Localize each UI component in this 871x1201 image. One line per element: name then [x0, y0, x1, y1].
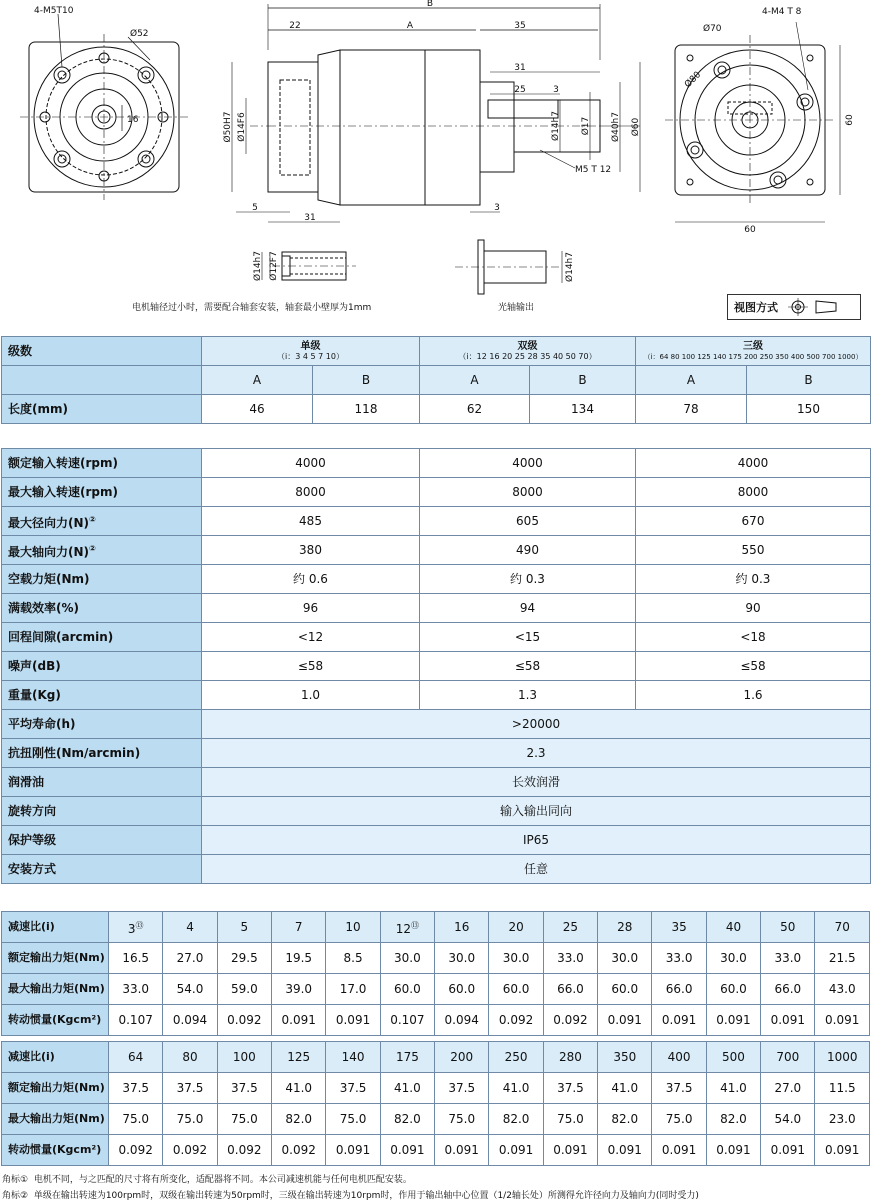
motor-shaft-note: 电机轴径过小时，需要配合轴套安装，轴套最小壁厚为1mm — [132, 303, 372, 313]
view-mode-label: 视图方式 — [734, 301, 778, 314]
ratio-table-value: 30.0 — [435, 943, 489, 974]
stage-header-label: 级数 — [2, 337, 202, 366]
spec-value: 94 — [420, 594, 636, 623]
dim-17: Ø17 — [581, 116, 591, 136]
ratio-table-value: 30.0 — [380, 943, 434, 974]
ratio-table-value: 41.0 — [489, 1073, 543, 1104]
front-dim-16: 16 — [127, 115, 139, 125]
spec-value: <18 — [636, 623, 871, 652]
smooth-shaft-detail — [455, 240, 562, 294]
spec-value: 96 — [202, 594, 420, 623]
projection-symbol-icon — [784, 297, 844, 317]
spec-value: IP65 — [202, 826, 871, 855]
spec-value: 任意 — [202, 855, 871, 884]
ratio-cell — [652, 912, 706, 943]
ratio-table-value: 60.0 — [489, 974, 543, 1005]
ratio-cell — [761, 1042, 815, 1073]
ratio-cell — [163, 912, 217, 943]
sub-a: A — [420, 366, 530, 395]
footnote-mark: ② — [89, 514, 96, 524]
row-label: 最大轴向力(N) — [8, 544, 90, 559]
row-label: 最大输入转速(rpm) — [2, 478, 202, 507]
ratio-cell — [435, 1042, 489, 1073]
ratio-table-value: 0.107 — [109, 1005, 163, 1036]
dim-35: 35 — [514, 21, 526, 31]
row-label: 保护等级 — [2, 826, 202, 855]
ratio-table-value: 33.0 — [652, 943, 706, 974]
row-label: 抗扭刚性(Nm/arcmin) — [2, 739, 202, 768]
dim-14f6: Ø14F6 — [237, 112, 247, 142]
ratio-cell — [706, 1042, 760, 1073]
ratio-value: 10 — [345, 920, 361, 934]
ratio-value: 200 — [450, 1050, 474, 1064]
ratio-table-value: 59.0 — [217, 974, 271, 1005]
spec-value: 长效润滑 — [202, 768, 871, 797]
ratio-table-value: 54.0 — [163, 974, 217, 1005]
length-value: 46 — [202, 395, 313, 424]
ratio-table-value: 30.0 — [598, 943, 652, 974]
stage-double — [420, 337, 636, 366]
spec-value: ≤58 — [636, 652, 871, 681]
length-value: 134 — [530, 395, 636, 424]
footnote-2 — [2, 1188, 699, 1201]
ratio-value: 16 — [454, 920, 470, 934]
spec-value: 1.0 — [202, 681, 420, 710]
row-label: 转动惯量(Kgcm²) — [2, 1135, 109, 1166]
sub-b: B — [313, 366, 420, 395]
dim-3-bottom: 3 — [494, 203, 500, 213]
rear-holes-label: 4-M4 T 8 — [762, 7, 802, 17]
ratio-table-value: 66.0 — [652, 974, 706, 1005]
technical-drawing — [0, 0, 871, 325]
ratio-table-value: 54.0 — [761, 1104, 815, 1135]
stage-single — [202, 337, 420, 366]
spec-value: 485 — [202, 507, 420, 536]
ratio-table-value: 82.0 — [380, 1104, 434, 1135]
ratio-cell — [380, 912, 434, 943]
ratio-mark: ⑬ — [135, 920, 144, 930]
spec-value: 670 — [636, 507, 871, 536]
spec-value: 1.3 — [420, 681, 636, 710]
spec-value: ≤58 — [420, 652, 636, 681]
smooth-shaft-label: 光轴输出 — [498, 303, 535, 313]
row-label: 回程间隙(arcmin) — [2, 623, 202, 652]
row-label: 最大径向力(N) — [8, 515, 90, 530]
spec-value: 380 — [202, 536, 420, 565]
spec-value: >20000 — [202, 710, 871, 739]
row-label: 长度(mm) — [2, 395, 202, 424]
spec-table — [1, 336, 871, 884]
ratio-table-value: 60.0 — [435, 974, 489, 1005]
ratio-cell — [326, 1042, 380, 1073]
ratio-table-value: 30.0 — [706, 943, 760, 974]
spec-value: 约 0.6 — [202, 565, 420, 594]
ratio-cell — [272, 912, 326, 943]
ratio-table-value: 27.0 — [761, 1073, 815, 1104]
length-value: 118 — [313, 395, 420, 424]
ratio-table-value: 0.092 — [217, 1005, 271, 1036]
ratio-cell — [815, 912, 870, 943]
ratio-value: 64 — [128, 1050, 144, 1064]
ratio-table-value: 0.091 — [272, 1005, 326, 1036]
ratio-table-value: 82.0 — [489, 1104, 543, 1135]
ratio-table-value: 0.091 — [435, 1135, 489, 1166]
ratio-table-value: 66.0 — [761, 974, 815, 1005]
front-pcd-label: Ø52 — [130, 29, 149, 39]
ratio-table-value: 75.0 — [543, 1104, 597, 1135]
spec-value: 2.3 — [202, 739, 871, 768]
ratio-cell — [652, 1042, 706, 1073]
ratio-cell — [543, 1042, 597, 1073]
ratio-table-value: 23.0 — [815, 1104, 870, 1135]
ratio-value: 250 — [504, 1050, 528, 1064]
ratio-table-value: 0.091 — [652, 1135, 706, 1166]
ratio-value: 3 — [127, 921, 136, 936]
ratio-cell — [761, 912, 815, 943]
footnote-mark: 角标② — [2, 1191, 29, 1201]
spec-value: 4000 — [636, 449, 871, 478]
ratio-value: 35 — [671, 920, 687, 934]
sleeve-14h7: Ø14h7 — [253, 251, 263, 281]
ratio-table-value: 0.092 — [109, 1135, 163, 1166]
ratio-table-value: 39.0 — [272, 974, 326, 1005]
ratio-table-value: 41.0 — [598, 1073, 652, 1104]
spec-value: 8000 — [636, 478, 871, 507]
ratio-table-value: 82.0 — [598, 1104, 652, 1135]
spec-value: 8000 — [202, 478, 420, 507]
ratio-table-value: 37.5 — [326, 1073, 380, 1104]
ratio-table-value: 37.5 — [435, 1073, 489, 1104]
ratio-value: 1000 — [826, 1050, 858, 1064]
ratio-cell — [326, 912, 380, 943]
spec-value: 90 — [636, 594, 871, 623]
ratio-table-value: 82.0 — [706, 1104, 760, 1135]
ratio-table-value: 0.092 — [163, 1135, 217, 1166]
row-label: 空载力矩(Nm) — [2, 565, 202, 594]
ratio-value: 280 — [558, 1050, 582, 1064]
dim-b: B — [426, 0, 434, 9]
rear-pcd-label: Ø70 — [703, 24, 722, 34]
front-holes-label: 4-M5T10 — [34, 6, 74, 16]
spec-value: 490 — [420, 536, 636, 565]
sub-b: B — [530, 366, 636, 395]
ratio-value: 50 — [780, 920, 796, 934]
front-view — [20, 14, 188, 200]
ratio-table-value: 0.091 — [380, 1135, 434, 1166]
spec-value: <15 — [420, 623, 636, 652]
blank-cell — [2, 366, 202, 395]
ratio-table-value: 75.0 — [217, 1104, 271, 1135]
ratio-value: 7 — [294, 920, 303, 934]
rear-60-side: 60 — [845, 114, 855, 126]
ratio-table-value: 0.092 — [543, 1005, 597, 1036]
footnote-mark: ② — [89, 543, 96, 553]
row-label: 噪声(dB) — [2, 652, 202, 681]
footnote-text: 电机不同，与之匹配的尺寸将有所变化，适配器将不同。本公司减速机能与任何电机匹配安装。 — [33, 1175, 412, 1185]
stage-name: 双级 — [517, 340, 538, 352]
ratio-table-value: 0.091 — [815, 1135, 870, 1166]
ratio-table-value: 37.5 — [652, 1073, 706, 1104]
ratio-table-value: 0.091 — [706, 1135, 760, 1166]
ratio-cell — [217, 1042, 271, 1073]
rear-view — [665, 22, 840, 222]
ratio-value: 400 — [667, 1050, 691, 1064]
ratio-cell — [272, 1042, 326, 1073]
footnote-1 — [2, 1172, 412, 1185]
row-label: 额定输出力矩(Nm) — [2, 943, 109, 974]
ratio-value: 12 — [395, 921, 412, 936]
ratio-table-value: 66.0 — [543, 974, 597, 1005]
ratio-table-value: 37.5 — [543, 1073, 597, 1104]
row-label: 转动惯量(Kgcm²) — [2, 1005, 109, 1036]
ratio-cell — [109, 1042, 163, 1073]
ratio-value: 140 — [341, 1050, 365, 1064]
ratio-table-value: 37.5 — [163, 1073, 217, 1104]
ratio-table-value: 33.0 — [761, 943, 815, 974]
dim-40h7: Ø40h7 — [611, 112, 621, 142]
stage-name: 三级 — [743, 340, 763, 352]
ratio-table-2 — [1, 1041, 870, 1166]
ratio-table-value: 41.0 — [272, 1073, 326, 1104]
smooth-14h7: Ø14h7 — [565, 252, 575, 282]
ratio-table-value: 37.5 — [217, 1073, 271, 1104]
ratio-value: 80 — [182, 1050, 198, 1064]
ratio-table-value: 0.091 — [326, 1135, 380, 1166]
ratio-table-value: 11.5 — [815, 1073, 870, 1104]
ratio-table-value: 0.091 — [815, 1005, 870, 1036]
row-label: 额定输入转速(rpm) — [2, 449, 202, 478]
dim-25: 25 — [514, 85, 526, 95]
ratio-table-value: 19.5 — [272, 943, 326, 974]
side-view — [232, 4, 640, 222]
row-label-cell — [2, 507, 202, 536]
row-label-cell — [2, 536, 202, 565]
spec-value: 8000 — [420, 478, 636, 507]
length-value: 150 — [747, 395, 871, 424]
footnote-text: 单级在输出转速为100rpm时，双级在输出转速为50rpm时，三级在输出转速为10rpm时，作用于输出轴中心位置（1/2轴长处）所测得允许径向力及轴向力(同时受力) — [33, 1191, 699, 1201]
spec-value: 605 — [420, 507, 636, 536]
ratio-table-value: 0.091 — [489, 1135, 543, 1166]
spec-value: 约 0.3 — [636, 565, 871, 594]
ratio-table-value: 41.0 — [706, 1073, 760, 1104]
ratio-label: 减速比(i) — [2, 912, 109, 943]
ratio-cell — [706, 912, 760, 943]
spec-value: 1.6 — [636, 681, 871, 710]
dim-60: Ø60 — [631, 117, 641, 137]
ratio-table-value: 21.5 — [815, 943, 870, 974]
dim-50h7: Ø50H7 — [223, 111, 233, 143]
ratio-table-value: 60.0 — [598, 974, 652, 1005]
stage-triple — [636, 337, 871, 366]
ratio-value: 28 — [617, 920, 633, 934]
sleeve-12f7: Ø12F7 — [269, 251, 279, 281]
ratio-table-value: 16.5 — [109, 943, 163, 974]
dim-31-bottom: 31 — [304, 213, 316, 223]
dim-3-top: 3 — [553, 85, 559, 95]
ratio-value: 70 — [834, 920, 850, 934]
length-value: 78 — [636, 395, 747, 424]
stage-ratios: （i：64 80 100 125 140 175 200 250 350 400 500 700 1000） — [643, 352, 863, 361]
ratio-table-value: 75.0 — [109, 1104, 163, 1135]
ratio-table-value: 0.091 — [706, 1005, 760, 1036]
ratio-table-value: 75.0 — [652, 1104, 706, 1135]
ratio-table-value: 0.091 — [543, 1135, 597, 1166]
row-label: 最大输出力矩(Nm) — [2, 974, 109, 1005]
ratio-table-value: 41.0 — [380, 1073, 434, 1104]
ratio-value: 125 — [287, 1050, 311, 1064]
ratio-table-value: 0.091 — [761, 1135, 815, 1166]
spec-value: 4000 — [420, 449, 636, 478]
dim-5: 5 — [252, 203, 258, 213]
ratio-table-value: 60.0 — [706, 974, 760, 1005]
ratio-cell — [598, 912, 652, 943]
ratio-cell — [109, 912, 163, 943]
ratio-table-value: 0.091 — [598, 1005, 652, 1036]
ratio-table-value: 17.0 — [326, 974, 380, 1005]
ratio-table-value: 0.092 — [489, 1005, 543, 1036]
ratio-table-value: 37.5 — [109, 1073, 163, 1104]
rear-80-label: Ø80 — [683, 69, 704, 91]
footnote-mark: 角标① — [2, 1175, 29, 1185]
spec-value: 输入输出同向 — [202, 797, 871, 826]
stage-name: 单级 — [300, 340, 321, 352]
row-label: 润滑油 — [2, 768, 202, 797]
ratio-cell — [815, 1042, 870, 1073]
spec-value: 4000 — [202, 449, 420, 478]
ratio-table-value: 0.092 — [217, 1135, 271, 1166]
row-label: 额定输出力矩(Nm) — [2, 1073, 109, 1104]
ratio-table-value: 75.0 — [163, 1104, 217, 1135]
ratio-value: 700 — [776, 1050, 800, 1064]
row-label: 平均寿命(h) — [2, 710, 202, 739]
ratio-table-value: 0.107 — [380, 1005, 434, 1036]
ratio-value: 20 — [508, 920, 524, 934]
ratio-table-value: 75.0 — [326, 1104, 380, 1135]
shaft-thread-label: M5 T 12 — [575, 165, 612, 175]
row-label: 最大输出力矩(Nm) — [2, 1104, 109, 1135]
ratio-cell — [163, 1042, 217, 1073]
ratio-table-value: 33.0 — [109, 974, 163, 1005]
dim-22: 22 — [289, 21, 301, 31]
stage-ratios: （i：12 16 20 25 28 35 40 50 70） — [458, 351, 597, 361]
ratio-table-value: 30.0 — [489, 943, 543, 974]
ratio-table-value: 0.091 — [326, 1005, 380, 1036]
sub-a: A — [202, 366, 313, 395]
ratio-table-value: 0.092 — [272, 1135, 326, 1166]
sub-a: A — [636, 366, 747, 395]
ratio-cell — [380, 1042, 434, 1073]
ratio-cell — [598, 1042, 652, 1073]
ratio-table-value: 0.094 — [435, 1005, 489, 1036]
ratio-table-value: 27.0 — [163, 943, 217, 974]
ratio-table-value: 29.5 — [217, 943, 271, 974]
ratio-table-value: 75.0 — [435, 1104, 489, 1135]
ratio-table-value: 43.0 — [815, 974, 870, 1005]
ratio-value: 100 — [232, 1050, 256, 1064]
row-label: 满载效率(%) — [2, 594, 202, 623]
dim-14h7: Ø14h7 — [551, 111, 561, 141]
ratio-cell — [543, 912, 597, 943]
ratio-mark: ⑬ — [411, 920, 420, 930]
row-label: 旋转方向 — [2, 797, 202, 826]
rear-60-bottom: 60 — [744, 225, 756, 235]
ratio-cell — [217, 912, 271, 943]
length-value: 62 — [420, 395, 530, 424]
ratio-table-1 — [1, 911, 870, 1036]
ratio-value: 40 — [725, 920, 742, 934]
row-label: 安装方式 — [2, 855, 202, 884]
ratio-value: 4 — [186, 920, 194, 934]
ratio-value: 500 — [722, 1050, 745, 1064]
ratio-table-value: 33.0 — [543, 943, 597, 974]
dim-31-top: 31 — [514, 63, 526, 73]
dim-a: A — [406, 21, 414, 31]
spec-value: ≤58 — [202, 652, 420, 681]
table-spacer — [2, 424, 871, 449]
stage-ratios: （i：3 4 5 7 10） — [277, 351, 344, 361]
ratio-value: 25 — [562, 920, 579, 934]
ratio-table-value: 8.5 — [326, 943, 380, 974]
ratio-label: 减速比(i) — [2, 1042, 109, 1073]
ratio-value: 350 — [613, 1050, 637, 1064]
ratio-table-value: 0.091 — [598, 1135, 652, 1166]
ratio-table-value: 82.0 — [272, 1104, 326, 1135]
ratio-table-value: 0.091 — [652, 1005, 706, 1036]
row-label: 重量(Kg) — [2, 681, 202, 710]
ratio-table-value: 0.091 — [761, 1005, 815, 1036]
spec-value: 约 0.3 — [420, 565, 636, 594]
ratio-table-value: 0.094 — [163, 1005, 217, 1036]
ratio-cell — [489, 1042, 543, 1073]
ratio-value: 5 — [240, 920, 249, 934]
ratio-value: 175 — [395, 1050, 419, 1064]
sub-b: B — [747, 366, 871, 395]
view-mode-box — [727, 294, 861, 320]
spec-value: 550 — [636, 536, 871, 565]
ratio-cell — [435, 912, 489, 943]
spec-value: <12 — [202, 623, 420, 652]
ratio-cell — [489, 912, 543, 943]
ratio-table-value: 60.0 — [380, 974, 434, 1005]
